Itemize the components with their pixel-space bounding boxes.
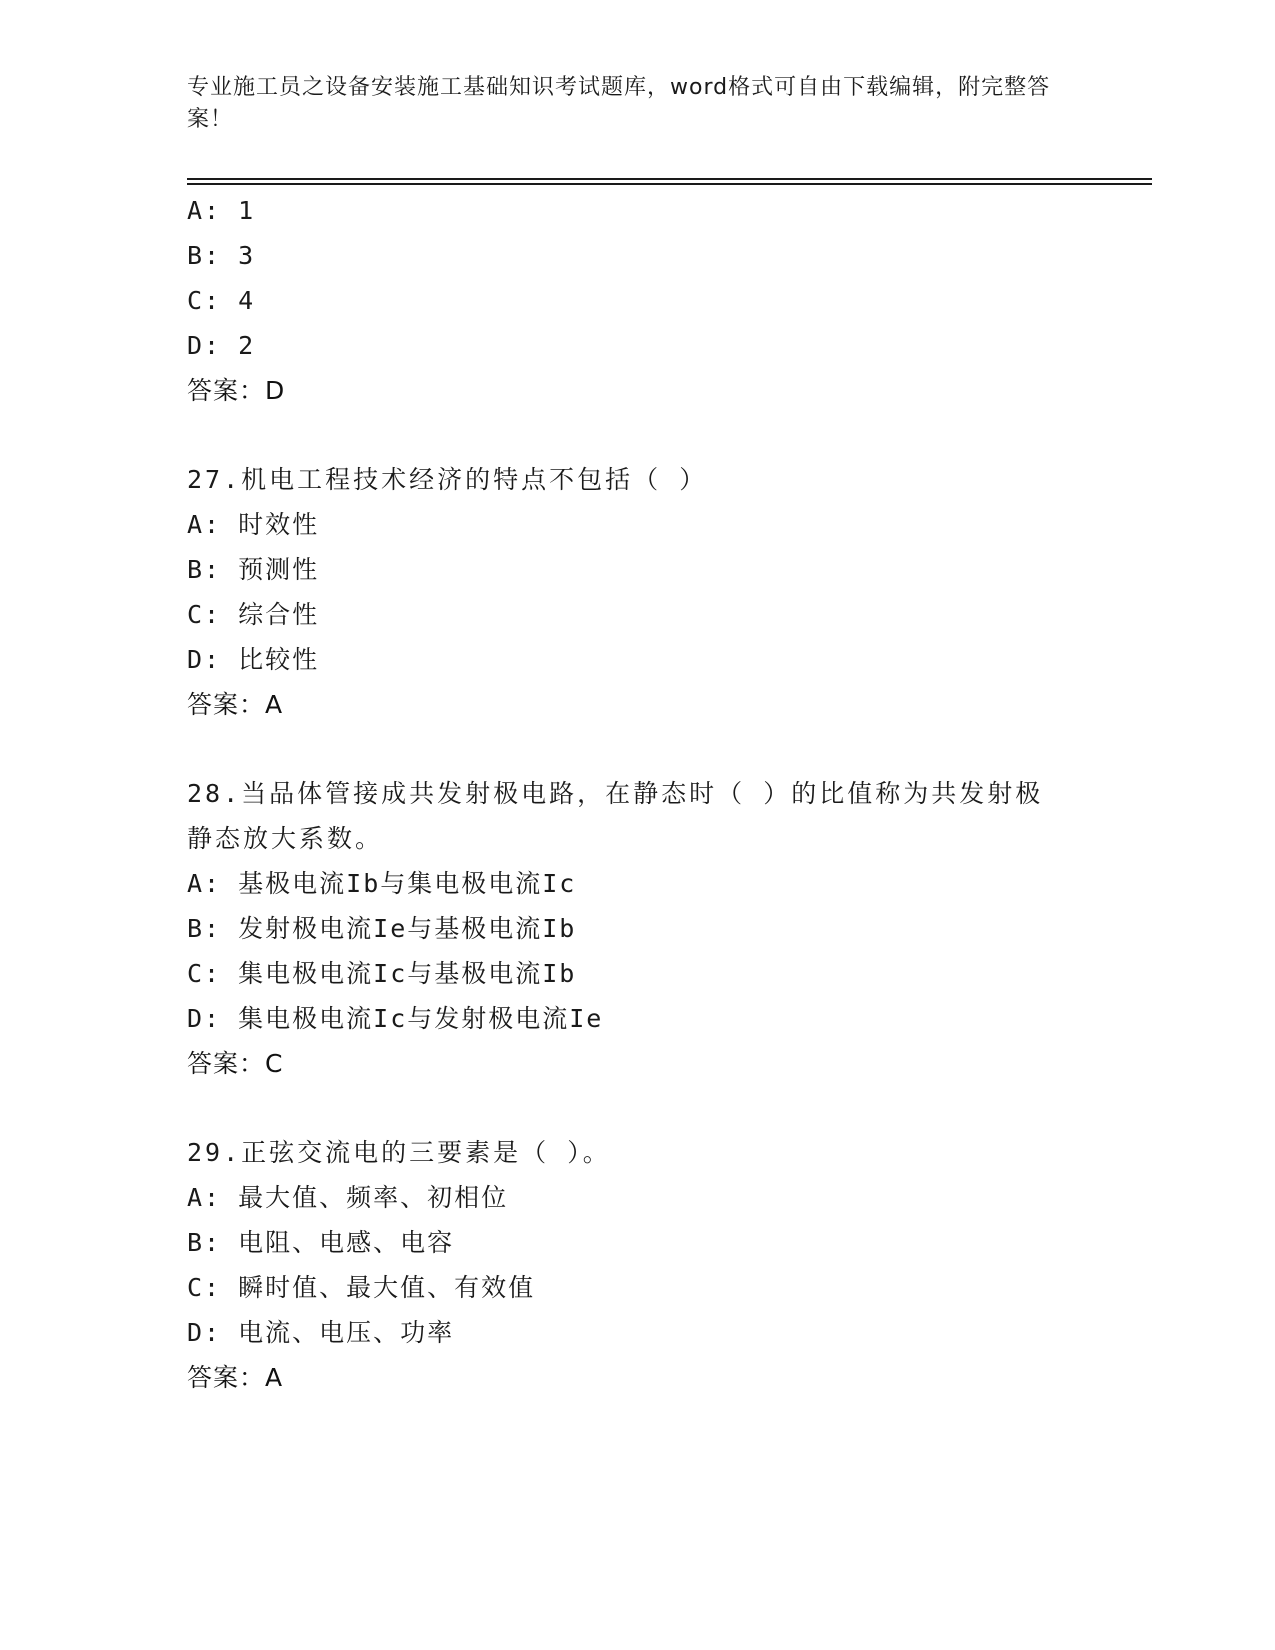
header-divider xyxy=(187,178,1152,180)
document-header: 专业施工员之设备安装施工基础知识考试题库，word格式可自由下载编辑，附完整答案！ xyxy=(187,75,1051,132)
question-28 xyxy=(187,771,1152,1086)
option-b: B: 电阻、电感、电容 xyxy=(187,1228,455,1257)
answer-label: 答案：A xyxy=(187,690,284,719)
question-stem: 27.机电工程技术经济的特点不包括（ ） xyxy=(187,465,708,494)
option-d: D: 比较性 xyxy=(187,645,320,674)
spacer xyxy=(187,727,1152,771)
question-stem: 29.正弦交流电的三要素是（ ）。 xyxy=(187,1138,611,1167)
spacer xyxy=(187,1086,1152,1130)
question-26 xyxy=(187,188,1152,413)
question-stem: 28.当品体管接成共发射极电路，在静态时（ ）的比值称为共发射极静态放大系数。 xyxy=(187,779,1044,853)
option-a: A: 时效性 xyxy=(187,510,320,539)
question-27 xyxy=(187,457,1152,727)
question-29 xyxy=(187,1130,1152,1400)
option-d: D: 2 xyxy=(187,331,256,360)
option-d: D: 集电极电流Ic与发射极电流Ie xyxy=(187,1004,604,1033)
option-a: A: 1 xyxy=(187,196,256,225)
option-a: A: 基极电流Ib与集电极电流Ic xyxy=(187,869,577,898)
answer-label: 答案：D xyxy=(187,376,286,405)
spacer xyxy=(187,413,1152,457)
option-d: D: 电流、电压、功率 xyxy=(187,1318,455,1347)
option-b: B: 发射极电流Ie与基极电流Ib xyxy=(187,914,577,943)
option-a: A: 最大值、频率、初相位 xyxy=(187,1183,509,1212)
answer-label: 答案：C xyxy=(187,1049,284,1078)
option-c: C: 集电极电流Ic与基极电流Ib xyxy=(187,959,577,988)
option-c: C: 综合性 xyxy=(187,600,320,629)
option-b: B: 预测性 xyxy=(187,555,320,584)
question-content xyxy=(187,188,1152,1400)
header-divider-secondary xyxy=(187,183,1152,185)
option-b: B: 3 xyxy=(187,241,256,270)
option-c: C: 瞬时值、最大值、有效值 xyxy=(187,1273,536,1302)
answer-label: 答案：A xyxy=(187,1363,284,1392)
option-c: C: 4 xyxy=(187,286,256,315)
